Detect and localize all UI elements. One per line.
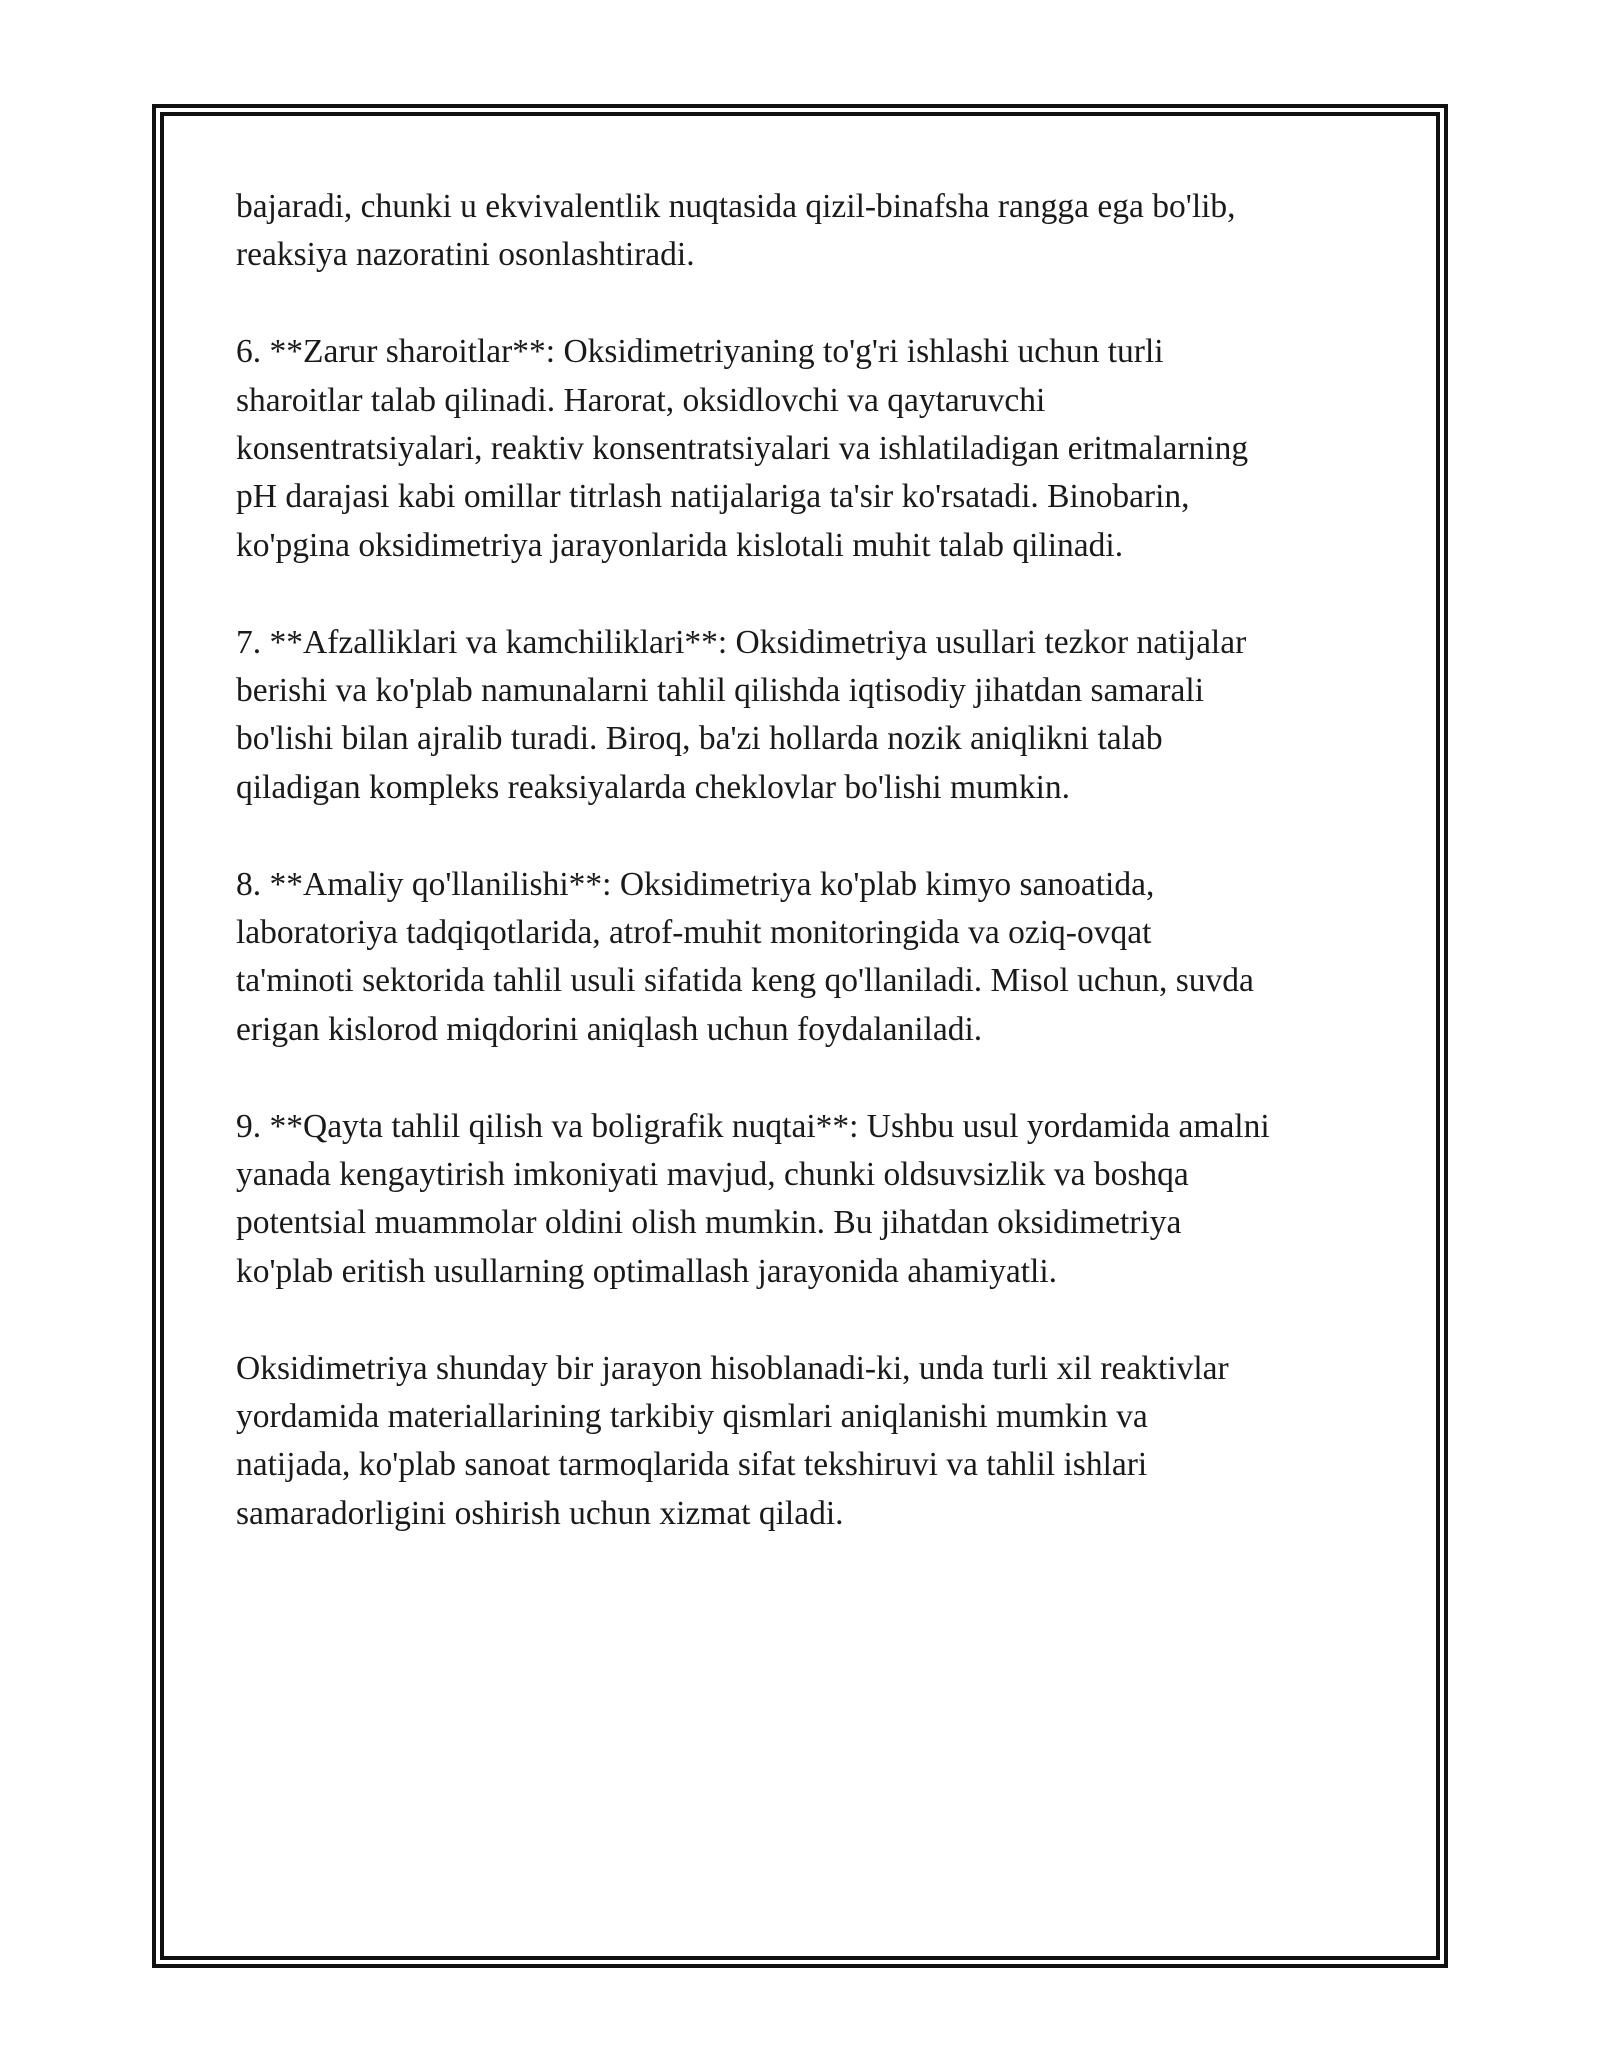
text-line: 9. **Qayta tahlil qilish va boligrafik nuqtai**: Ushbu usul yordamida amalni: [236, 1107, 1270, 1145]
text-line: ko'plab eritish usullarning optimallash jarayonida ahamiyatli.: [236, 1252, 1058, 1290]
text-line: samaradorligini oshirish uchun xizmat qiladi.: [236, 1494, 844, 1532]
text-line: erigan kislorod miqdorini aniqlash uchun foydalaniladi.: [236, 1010, 983, 1048]
paragraph-conclusion: [236, 1345, 1376, 1539]
text-line: berishi va ko'plab namunalarni tahlil qilishda iqtisodiy jihatdan samarali: [236, 672, 1205, 710]
document-body: [236, 183, 1376, 1587]
text-line: ko'pgina oksidimetriya jarayonlarida kislotali muhit talab qilinadi.: [236, 526, 1124, 564]
text-line: Oksidimetriya shunday bir jarayon hisoblanadi-ki, unda turli xil reaktivlar: [236, 1349, 1229, 1387]
text-line: sharoitlar talab qilinadi. Harorat, oksidlovchi va qaytaruvchi: [236, 381, 1046, 419]
text-line: bajaradi, chunki u ekvivalentlik nuqtasida qizil-binafsha rangga ega bo'lib,: [236, 188, 1236, 225]
text-line: 6. **Zarur sharoitlar**: Oksidimetriyaning to'g'ri ishlashi uchun turli: [236, 333, 1164, 371]
paragraph-item-9: [236, 1103, 1376, 1297]
text-line: potentsial muammolar oldini olish mumkin. Bu jihatdan oksidimetriya: [236, 1204, 1182, 1242]
text-line: yordamida materiallarining tarkibiy qismlari aniqlanishi mumkin va: [236, 1398, 1148, 1436]
text-line: ta'minoti sektorida tahlil usuli sifatida keng qo'llaniladi. Misol uchun, suvda: [236, 962, 1254, 1000]
text-line: pH darajasi kabi omillar titrlash natijalariga ta'sir ko'rsatadi. Binobarin,: [236, 478, 1190, 516]
text-line: reaksiya nazoratini osonlashtiradi.: [236, 236, 695, 274]
text-line: yanada kengaytirish imkoniyati mavjud, chunki oldsuvsizlik va boshqa: [236, 1156, 1189, 1194]
text-line: 7. **Afzalliklari va kamchiliklari**: Oksidimetriya usullari tezkor natijalar: [236, 623, 1247, 661]
text-line: bo'lishi bilan ajralib turadi. Biroq, ba'zi hollarda nozik aniqlikni talab: [236, 720, 1163, 758]
text-line: laboratoriya tadqiqotlarida, atrof-muhit monitoringida va oziq-ovqat: [236, 914, 1152, 952]
paragraph-continuation: [236, 183, 1376, 280]
paragraph-item-7: [236, 619, 1376, 813]
text-line: natijada, ko'plab sanoat tarmoqlarida sifat tekshiruvi va tahlil ishlari: [236, 1446, 1148, 1484]
text-line: qiladigan kompleks reaksiyalarda cheklovlar bo'lishi mumkin.: [236, 768, 1071, 806]
paragraph-item-6: [236, 328, 1376, 570]
text-line: 8. **Amaliy qo'llanilishi**: Oksidimetriya ko'plab kimyo sanoatida,: [236, 865, 1155, 903]
paragraph-item-8: [236, 861, 1376, 1055]
text-line: konsentratsiyalari, reaktiv konsentratsiyalari va ishlatiladigan eritmalarning: [236, 430, 1249, 468]
